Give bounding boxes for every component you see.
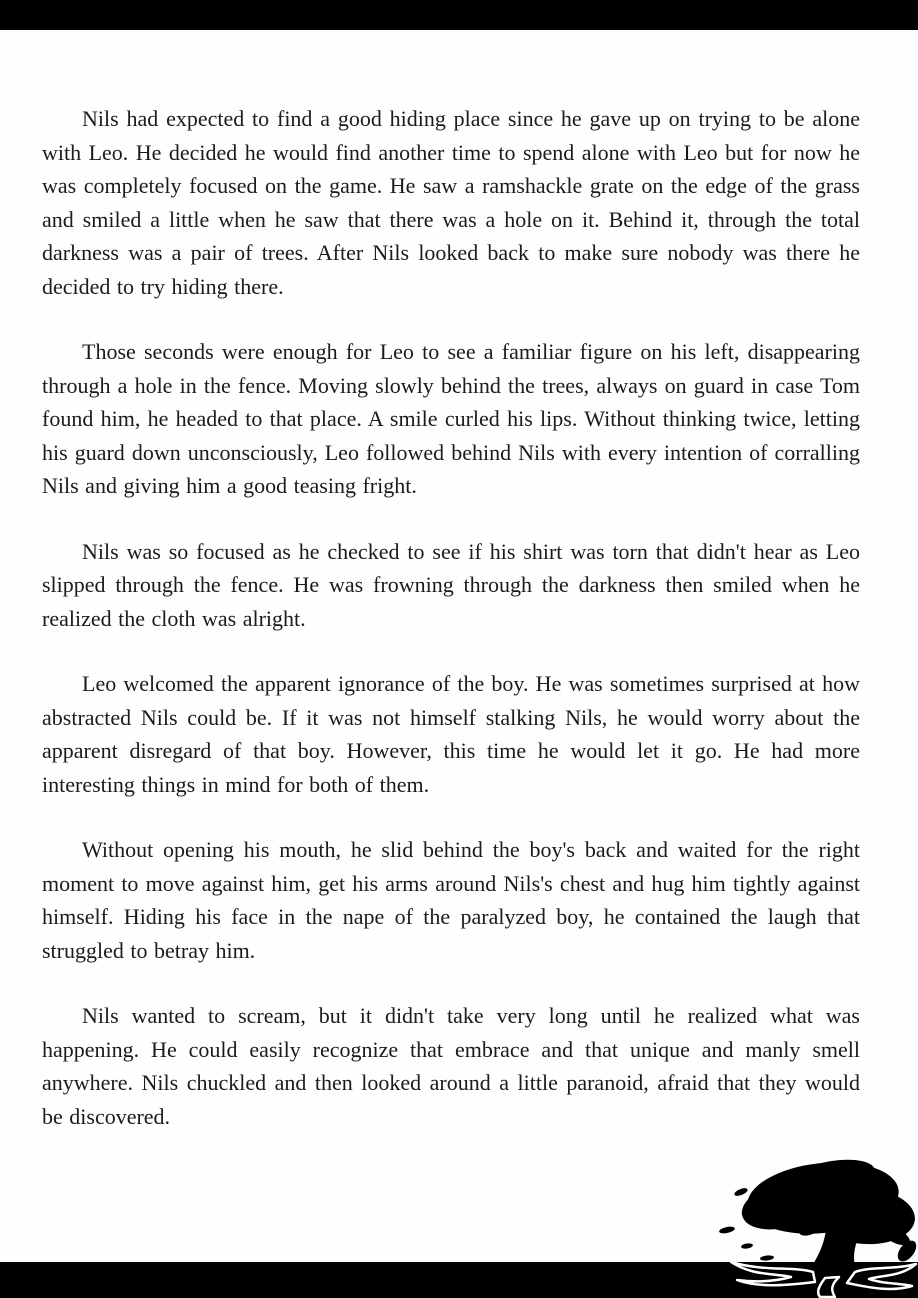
- tree-logo-icon: [713, 1156, 918, 1298]
- story-paragraph: Nils had expected to find a good hiding place since he gave up on trying to be alone with Leo. He decided he would find another time to spend alone with Leo but for now he was completely focused on the game. He saw a ramshackle grate on the edge of the grass and smiled a little when he saw that there was a hole on it. Behind it, through the total darkness was a pair of trees. After Nils looked back to make sure nobody was there he decided to try hiding there.: [42, 106, 860, 299]
- story-text-block: [42, 30, 860, 1165]
- story-paragraph: Nils wanted to scream, but it didn't take very long until he realized what was happening. He could easily recognize that embrace and that unique and manly smell anywhere. Nils chuckled and then looked around a little paranoid, afraid that they would be discovered.: [42, 1003, 860, 1129]
- story-paragraph: Without opening his mouth, he slid behind the boy's back and waited for the right moment to move against him, get his arms around Nils's chest and hug him tightly against himself. Hiding his face in the nape of the paralyzed boy, he contained the laugh that struggled to betray him.: [42, 837, 860, 963]
- story-paragraph: Those seconds were enough for Leo to see a familiar figure on his left, disappearing through a hole in the fence. Moving slowly behind the trees, always on guard in case Tom found him, he headed to that place. A smile curled his lips. Without thinking twice, letting his guard down unconsciously, Leo followed behind Nils with every intention of corralling Nils and giving him a good teasing fright.: [42, 339, 860, 498]
- story-paragraph: Leo welcomed the apparent ignorance of the boy. He was sometimes surprised at how abstracted Nils could be. If it was not himself stalking Nils, he would worry about the apparent disregard of that boy. However, this time he would let it go. He had more interesting things in mind for both of them.: [42, 671, 860, 797]
- story-paragraph: Nils was so focused as he checked to see if his shirt was torn that didn't hear as Leo slipped through the fence. He was frowning through the darkness then smiled when he realized the cloth was alright.: [42, 538, 860, 631]
- top-border-bar: [0, 0, 918, 30]
